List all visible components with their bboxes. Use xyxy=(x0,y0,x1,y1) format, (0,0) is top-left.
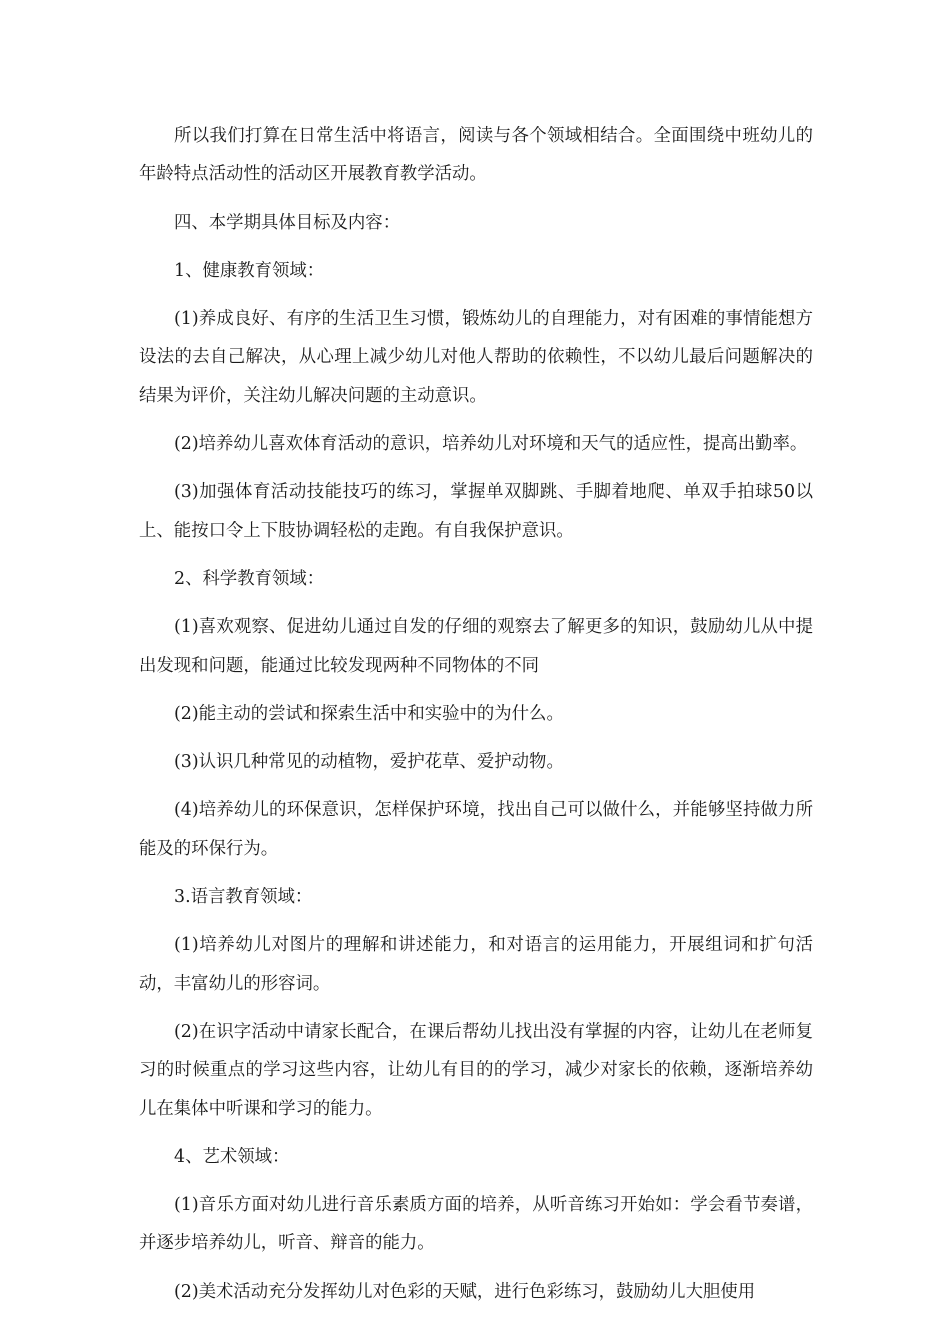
health-item-1: (1)养成良好、有序的生活卫生习惯，锻炼幼儿的自理能力，对有困难的事情能想方设法的去自己解决，从心理上减少幼儿对他人帮助的依赖性，不以幼儿最后问题解决的结果为评价，关注幼儿解决问题的主动意识。 xyxy=(139,309,813,406)
subheading-science: 2、科学教育领域： xyxy=(174,568,325,589)
science-item-2: (2)能主动的尝试和探索生活中和实验中的为什么。 xyxy=(174,703,564,724)
health-item-2: (2)培养幼儿喜欢体育活动的意识，培养幼儿对环境和天气的适应性，提高出勤率。 xyxy=(174,434,808,455)
subheading-language: 3.语言教育领域： xyxy=(174,887,313,908)
subheading-art: 4、艺术领域： xyxy=(174,1146,290,1167)
science-item-3: (3)认识几种常见的动植物，爱护花草、爱护动物。 xyxy=(174,752,564,773)
language-item-1: (1)培养幼儿对图片的理解和讲述能力，和对语言的运用能力，开展组词和扩句活动，丰富幼儿的形容词。 xyxy=(139,935,813,994)
language-item-2: (2)在识字活动中请家长配合，在课后帮幼儿找出没有掌握的内容，让幼儿在老师复习的时候重点的学习这些内容，让幼儿有目的的学习，减少对家长的依赖，逐渐培养幼儿在集体中听课和学习的能力。 xyxy=(139,1021,813,1119)
document-body xyxy=(139,117,813,1321)
art-item-2: (2)美术活动充分发挥幼儿对色彩的天赋，进行色彩练习，鼓励幼儿大胆使用 xyxy=(174,1281,756,1302)
paragraph-intro: 所以我们打算在日常生活中将语言，阅读与各个领域相结合。全面围绕中班幼儿的年龄特点活动性的活动区开展教育教学活动。 xyxy=(139,126,813,185)
subheading-health: 1、健康教育领域： xyxy=(174,260,325,281)
science-item-4: (4)培养幼儿的环保意识，怎样保护环境，找出自己可以做什么，并能够坚持做力所能及的环保行为。 xyxy=(139,800,813,859)
art-item-1: (1)音乐方面对幼儿进行音乐素质方面的培养，从听音练习开始如：学会看节奏谱，并逐步培养幼儿，听音、辩音的能力。 xyxy=(139,1195,813,1254)
health-item-3: (3)加强体育活动技能技巧的练习，掌握单双脚跳、手脚着地爬、单双手拍球50以上、能按口令上下肢协调轻松的走跑。有自我保护意识。 xyxy=(139,482,813,541)
science-item-1: (1)喜欢观察、促进幼儿通过自发的仔细的观察去了解更多的知识，鼓励幼儿从中提出发现和问题，能通过比较发现两种不同物体的不同 xyxy=(139,617,813,676)
section-heading-goals: 四、本学期具体目标及内容： xyxy=(174,212,401,233)
